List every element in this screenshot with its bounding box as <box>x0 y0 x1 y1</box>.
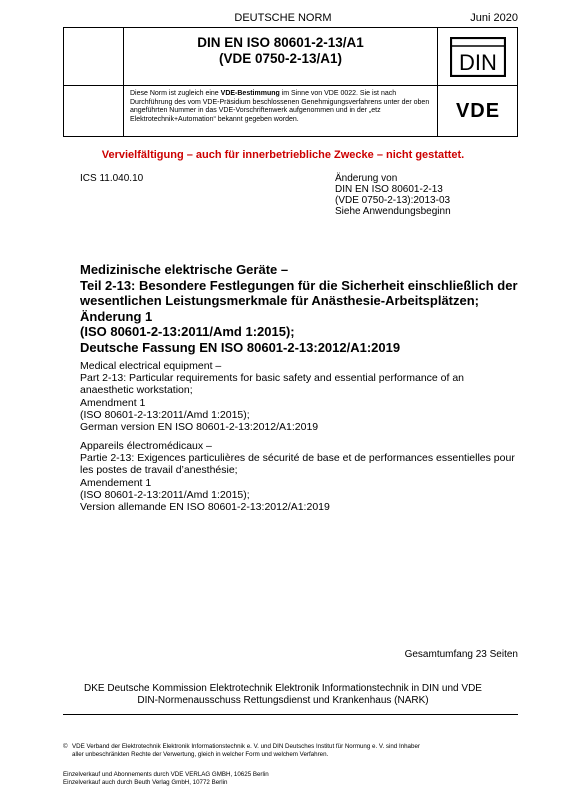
copyright-line: VDE Verband der Elektrotechnik Elektronik Informationstechnik e. V. und DIN Deutsches Institut für Normung e. V. sind Inhaber <box>72 743 420 750</box>
title-fr-line: Version allemande EN ISO 80601-2-13:2012/A1:2019 <box>80 501 330 514</box>
title-en-line: Amendment 1 <box>80 396 146 409</box>
title-de-line: (ISO 80601-2-13:2011/Amd 1:2015); <box>80 324 295 339</box>
title-de-line: wesentlichen Leistungsmerkmale für Anästhesie-Arbeitsplätzen; <box>80 293 480 308</box>
title-en-line: Part 2-13: Particular requirements for basic safety and essential performance of an <box>80 372 465 385</box>
title-fr-line: Partie 2-13: Exigences particulières de sécurité de base et de performances essentielles pour <box>80 452 515 465</box>
amendment-line: Änderung von <box>335 173 398 184</box>
title-fr-line: les postes de travail d’anesthésie; <box>80 464 238 477</box>
amendment-info <box>335 173 451 217</box>
footer-divider <box>63 714 518 715</box>
title-fr-line: Appareils électromédicaux – <box>80 440 212 452</box>
title-english <box>80 360 520 433</box>
vde-note <box>130 90 433 124</box>
committee-line: DKE Deutsche Kommission Elektrotechnik Elektronik Informationstechnik in DIN und VDE <box>84 683 482 694</box>
distribution-line: Einzelverkauf und Abonnements durch VDE VERLAG GMBH, 10625 Berlin <box>63 771 269 778</box>
vde-note-text-2: im Sinne von VDE 0022. Sie ist nach Durchführung des vom VDE-Präsidium beschlossenen Genehmigungsverfahrens unter der oben angeführten Nummer in das VDE-Vorschriftenwerk aufgenommen und in der „etz Elektrotechnik+Automation“ bekannt gegeben worden. <box>130 90 430 123</box>
amendment-line: DIN EN ISO 80601-2-13 <box>335 184 443 195</box>
standard-number-line2: (VDE 0750-2-13/A1) <box>218 51 343 66</box>
standard-number <box>124 35 437 67</box>
amendment-line: (VDE 0750-2-13):2013-03 <box>335 195 451 206</box>
title-german <box>80 262 520 355</box>
header-date: Juni 2020 <box>470 12 518 24</box>
title-en-line: Medical electrical equipment – <box>80 360 222 372</box>
reproduction-warning: Vervielfältigung – auch für innerbetriebliche Zwecke – nicht gestattet. <box>101 149 465 161</box>
title-frame <box>63 27 518 137</box>
committee-line: DIN-Normenausschuss Rettungsdienst und Krankenhaus (NARK) <box>137 695 429 706</box>
din-logo-text: DIN <box>459 50 497 75</box>
frame-right-divider <box>437 28 438 136</box>
title-de-line: Änderung 1 <box>80 308 153 324</box>
title-en-line: anaesthetic workstation; <box>80 384 193 397</box>
standard-number-line1: DIN EN ISO 80601-2-13/A1 <box>197 35 364 50</box>
copyright-line: aller unbeschränkten Rechte der Verwertung, gleich in welcher Form und welchem Verfahren. <box>72 751 329 758</box>
copyright-icon: © <box>63 743 68 750</box>
amendment-line: Siehe Anwendungsbeginn <box>335 206 451 217</box>
ics-code: ICS 11.040.10 <box>80 173 144 184</box>
vde-note-text-1: Diese Norm ist zugleich eine <box>130 90 221 97</box>
committee-info <box>0 683 566 707</box>
title-fr-line: Amendement 1 <box>80 476 152 489</box>
title-en-line: (ISO 80601-2-13:2011/Amd 1:2015); <box>80 408 250 421</box>
title-french <box>80 440 520 513</box>
title-fr-line: (ISO 80601-2-13:2011/Amd 1:2015); <box>80 488 250 501</box>
vde-note-bold: VDE-Bestimmung <box>220 90 280 97</box>
title-de-line: Deutsche Fassung EN ISO 80601-2-13:2012/A1:2019 <box>80 339 401 355</box>
title-de-line: Teil 2-13: Besondere Festlegungen für die Sicherheit einschließlich der <box>80 277 518 293</box>
distribution-line: Einzelverkauf auch durch Beuth Verlag GmbH, 10772 Berlin <box>63 779 228 787</box>
distribution-info <box>63 771 518 788</box>
header-document-type: DEUTSCHE NORM <box>234 12 332 24</box>
total-pages: Gesamtumfang 23 Seiten <box>404 649 518 660</box>
din-logo-icon <box>450 37 506 77</box>
title-de-line: Medizinische elektrische Geräte – <box>80 262 289 277</box>
copyright-text <box>72 743 518 759</box>
vde-logo: VDE <box>455 100 501 122</box>
title-en-line: German version EN ISO 80601-2-13:2012/A1:2019 <box>80 421 319 434</box>
